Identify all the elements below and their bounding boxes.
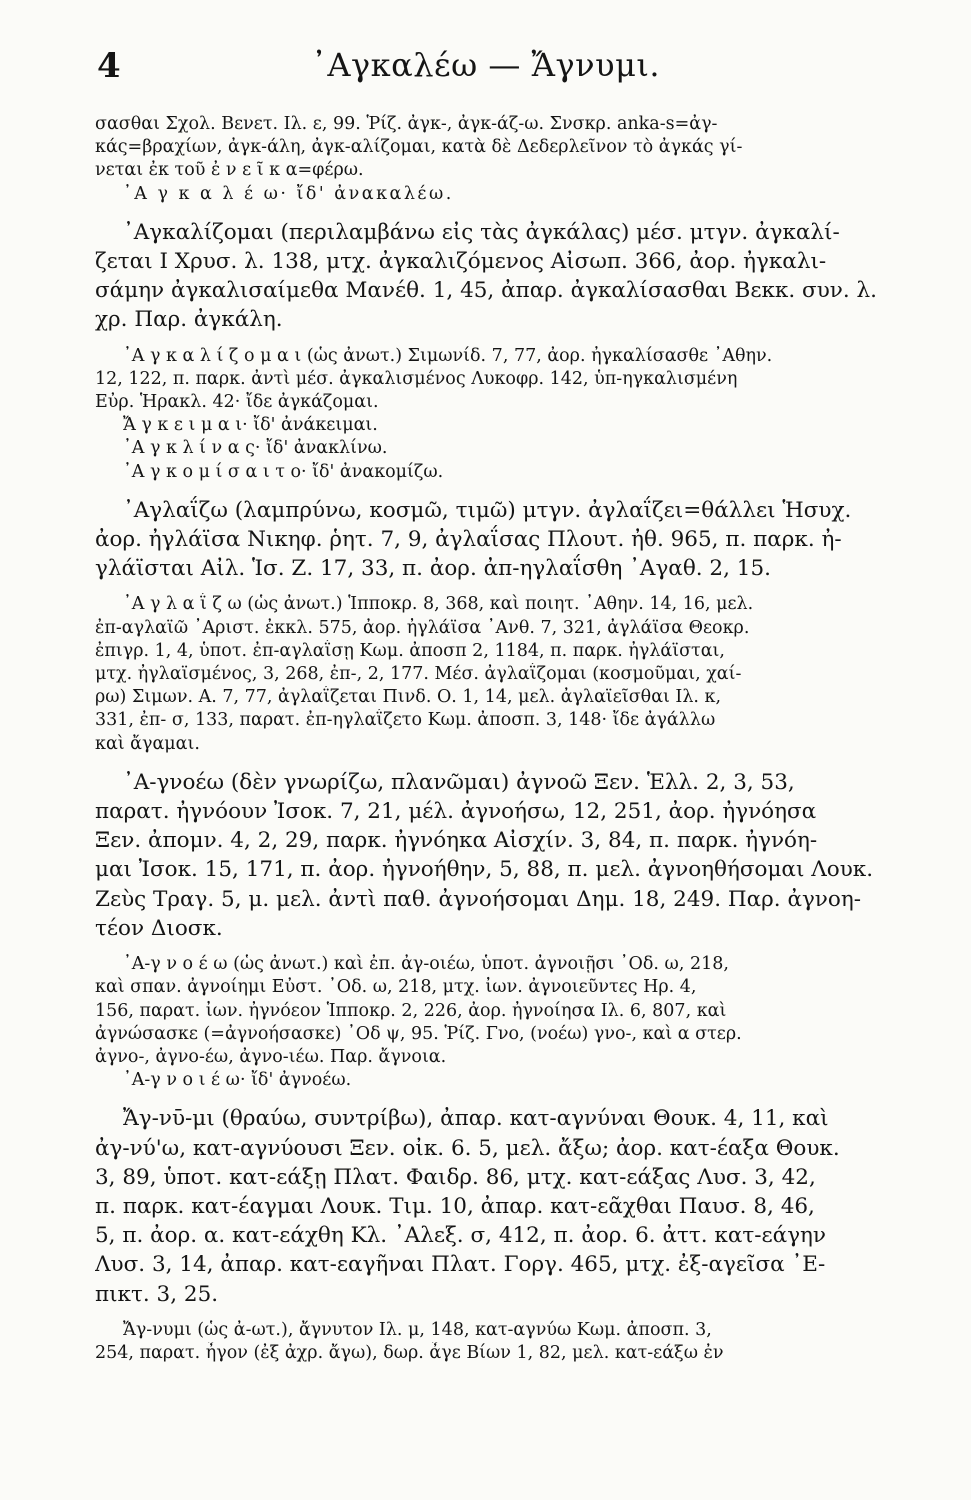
text-line: σάμην ἀγκαλισαίμεθα Μανέθ. 1, 45, ἀπαρ. ἀγκαλίσασθαι Βεκκ. συν. λ. xyxy=(95,278,877,304)
text-line: ἐπ-αγλαϊῶ ᾿Αριστ. ἐκκλ. 575, ἀορ. ἠγλάϊσα ᾿Ανθ. 7, 321, ἀγλάϊσα Θεοκρ. xyxy=(95,617,750,638)
entry-aglaizo-poetic xyxy=(95,593,887,755)
text-line: νεται ἐκ τοῦ ἐ ν ε ῖ κ α=φέρω. xyxy=(95,160,364,181)
text-line: Ξεν. ἀπομν. 4, 2, 29, παρκ. ἠγνόηκα Αἰσχίν. 3, 84, π. παρκ. ἠγνόη- xyxy=(95,828,818,854)
running-title: ᾿Αγκαλέω — Ἄγνυμι. xyxy=(310,46,661,84)
entry-aglaizo xyxy=(95,496,887,584)
subentry-line: ᾿Α γ λ α ΐ ζ ω (ὡς ἀνωτ.) Ἱπποκρ. 8, 368, καὶ ποιητ. ᾿Αθην. 14, 16, μελ. xyxy=(123,594,754,615)
text-line: κάς=βραχίων, ἀγκ-άλη, ἀγκ-αλίζομαι, κατὰ δὲ Δεδερλεῖνον τὸ ἀγκάς γί- xyxy=(95,137,743,158)
cross-reference-line: ᾿Α γ κ α λ έ ω· ἴδ' ἀνακαλέω. xyxy=(123,183,454,204)
text-line: ἐπιγρ. 1, 4, ὑποτ. ἐπ-αγλαΐσῃ Κωμ. ἀποσπ 2, 1184, π. παρκ. ἠγλάϊσται, xyxy=(95,640,725,661)
entry-ankalizomai-poetic xyxy=(95,345,887,484)
text-line: ρω) Σιμων. Α. 7, 77, ἀγλαΐζεται Πινδ. Ο. 1, 14, μελ. ἀγλαϊεῖσθαι Ιλ. κ, xyxy=(95,687,722,708)
text-line: γλάϊσται Αἰλ. Ἱσ. Ζ. 17, 33, π. ἀορ. ἀπ-ηγλαΐσθη ᾿Αγαθ. 2, 15. xyxy=(95,556,771,582)
text-line: πικτ. 3, 25. xyxy=(95,1281,219,1307)
page-number: 4 xyxy=(97,46,121,86)
text-line: Ζεὺς Τραγ. 5, μ. μελ. ἀντὶ παθ. ἀγνοήσομαι Δημ. 18, 249. Παρ. ἀγνοη- xyxy=(95,886,861,912)
headword-line: ᾿Αγκαλίζομαι (περιλαμβάνω εἰς τὰς ἀγκάλας) μέσ. μτγν. ἀγκαλί- xyxy=(123,219,840,245)
text-line: σασθαι Σχολ. Βενετ. Ιλ. ε, 99. Ῥίζ. ἀγκ-, ἀγκ-άζ-ω. Σνσκρ. anka-s=ἀγ- xyxy=(95,114,718,134)
subentry-line: ᾿Α γ κ α λ ί ζ ο μ α ι (ὡς ἀνωτ.) Σιμωνίδ. 7, 77, ἀορ. ἠγκαλίσασθε ᾿Αθην. xyxy=(123,345,773,366)
entry-ankaleo-continuation xyxy=(95,113,887,206)
text-line: ἀγνώσασκε (=ἀγνοήσασκε) ᾿Οδ ψ, 95. Ῥίζ. Γνο, (νοέω) γνο-, καὶ α στερ. xyxy=(95,1023,742,1044)
text-line: Εὐρ. Ἡρακλ. 42· ἴδε ἀγκάζομαι. xyxy=(95,392,379,413)
text-line: 254, παρατ. ἦγον (ἐξ ἀχρ. ἄγω), δωρ. ἆγε Βίων 1, 82, μελ. κατ-εάξω ἐν xyxy=(95,1342,724,1363)
entry-agnoeo-poetic xyxy=(95,953,887,1092)
text-line: παρατ. ἠγνόουν Ἰσοκ. 7, 21, μέλ. ἀγνοήσω, 12, 251, ἀορ. ἠγνόησα xyxy=(95,799,817,825)
text-line: ἀγνο-, ἀγνο-έω, ἀγνο-ιέω. Παρ. ἄγνοια. xyxy=(95,1046,447,1067)
headword-line: Ἄγ-νῡ-μι (θραύω, συντρίβω), ἀπαρ. κατ-αγνύναι Θουκ. 4, 11, καὶ xyxy=(123,1106,829,1132)
headword-line: ᾿Αγλαΐζω (λαμπρύνω, κοσμῶ, τιμῶ) μτγν. ἀγλαΐζει=θάλλει Ἡσυχ. xyxy=(123,497,852,523)
dictionary-body xyxy=(95,113,887,1365)
text-line: τέον Διοσκ. xyxy=(95,915,223,941)
entry-agnoeo xyxy=(95,768,887,943)
cross-reference-line: ᾿Α-γ ν ο ι έ ω· ἴδ' ἀγνοέω. xyxy=(123,1070,352,1091)
text-line: καὶ σπαν. ἀγνοίημι Εὐστ. ᾿Οδ. ω, 218, μτχ. ἰων. ἀγνοιεῦντες Ηρ. 4, xyxy=(95,977,697,998)
entry-ankalizomai xyxy=(95,218,887,335)
text-line: ἀγ-νύ'ω, κατ-αγνύουσι Ξεν. οἰκ. 6. 5, μελ. ἄξω; ἀορ. κατ-έαξα Θουκ. xyxy=(95,1135,840,1161)
cross-reference-line: Ἄ γ κ ε ι μ α ι· ἴδ' ἀνάκειμαι. xyxy=(123,415,378,436)
cross-reference-line: ᾿Α γ κ ο μ ί σ α ι τ ο· ἴδ' ἀνακομίζω. xyxy=(123,461,444,482)
text-line: ἀορ. ἠγλάϊσα Νικηφ. ῥητ. 7, 9, ἀγλαΐσας Πλουτ. ἠθ. 965, π. παρκ. ἠ- xyxy=(95,527,842,553)
text-line: χρ. Παρ. ἀγκάλη. xyxy=(95,307,283,333)
text-line: καὶ ἄγαμαι. xyxy=(95,733,200,754)
subentry-line: ᾿Α-γ ν ο έ ω (ὡς ἀνωτ.) καὶ ἐπ. ἀγ-οιέω, ὑποτ. ἀγνοιῇσι ᾿Οδ. ω, 218, xyxy=(123,954,729,975)
page-header xyxy=(0,44,971,100)
text-line: π. παρκ. κατ-έαγμαι Λουκ. Τιμ. 10, ἀπαρ. κατ-εᾶχθαι Παυσ. 8, 46, xyxy=(95,1193,815,1219)
entry-agnymi-poetic xyxy=(95,1319,887,1365)
text-line: 12, 122, π. παρκ. ἀντὶ μέσ. ἀγκαλισμένος Λυκοφρ. 142, ὑπ-ηγκαλισμένη xyxy=(95,368,738,389)
cross-reference-line: ᾿Α γ κ λ ί ν α ς· ἴδ' ἀνακλίνω. xyxy=(123,438,388,459)
text-line: Λυσ. 3, 14, ἀπαρ. κατ-εαγῆναι Πλατ. Γοργ. 465, μτχ. ἐξ-αγεῖσα ᾿Ε- xyxy=(95,1252,826,1278)
text-line: ζεται Ι Χρυσ. λ. 138, μτχ. ἀγκαλιζόμενος Αἰσωπ. 366, ἀορ. ἠγκαλι- xyxy=(95,249,827,275)
text-line: μαι Ἰσοκ. 15, 171, π. ἀορ. ἠγνοήθην, 5, 88, π. μελ. ἀγνοηθήσομαι Λουκ. xyxy=(95,857,874,883)
text-line: 156, παρατ. ἰων. ἠγνόεον Ἱπποκρ. 2, 226, ἀορ. ἠγνοίησα Ιλ. 6, 807, καὶ xyxy=(95,1000,727,1021)
entry-agnymi xyxy=(95,1104,887,1308)
text-line: 5, π. ἀορ. α. κατ-εάχθη Κλ. ᾿Αλεξ. σ, 412, π. ἀορ. 6. ἀττ. κατ-εάγην xyxy=(95,1223,826,1249)
subentry-line: Ἄγ-νυμι (ὡς ἀ-ωτ.), ἄγνυτον Ιλ. μ, 148, κατ-αγνύω Κωμ. ἀποσπ. 3, xyxy=(123,1319,712,1340)
headword-line: ᾿Α-γνοέω (δὲν γνωρίζω, πλανῶμαι) ἀγνοῶ Ξεν. Ἑλλ. 2, 3, 53, xyxy=(123,769,795,795)
text-line: 3, 89, ὑποτ. κατ-εάξῃ Πλατ. Φαιδρ. 86, μτχ. κατ-εάξας Λυσ. 3, 42, xyxy=(95,1164,816,1190)
text-line: μτχ. ἠγλαϊσμένος, 3, 268, ἐπ-, 2, 177. Μέσ. ἀγλαΐζομαι (κοσμοῦμαι, χαί- xyxy=(95,664,742,685)
text-line: 331, ἐπ- σ, 133, παρατ. ἐπ-ηγλαΐζετο Κωμ. ἀποσπ. 3, 148· ἴδε ἀγάλλω xyxy=(95,710,716,731)
